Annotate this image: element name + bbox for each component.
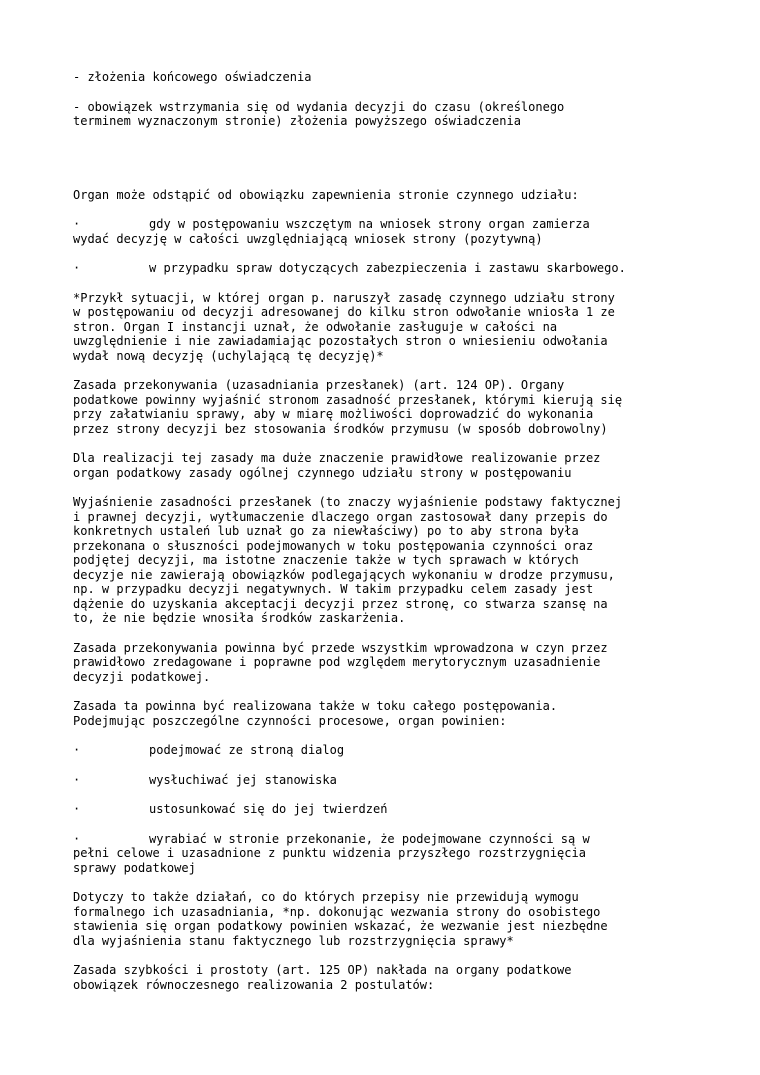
paragraph — [73, 963, 693, 992]
paragraph — [73, 495, 693, 626]
paragraph — [73, 641, 693, 685]
text-line: wydać decyzję w całości uwzględniającą wniosek strony (pozytywną) — [73, 231, 543, 246]
text-line: Zasada przekonywania (uzasadniania przesłanek) (art. 124 OP). Organy — [73, 378, 565, 392]
text-line: podjętej decyzji, ma istotne znaczenie także w tych sprawach w których — [73, 553, 579, 567]
text-line: przekonana o słuszności podejmowanych w toku postępowania czynności oraz — [73, 538, 594, 553]
text-line: uwzględnienie i nie zawiadamiając pozostałych stron o wniesieniu odwołania — [73, 334, 608, 348]
text-line: terminem wyznaczonym stronie) złożenia powyższego oświadczenia — [73, 114, 521, 128]
paragraph — [73, 100, 693, 129]
paragraph — [73, 890, 693, 948]
text-line: *Przykł sytuacji, w której organ p. naruszył zasadę czynnego udziału strony — [73, 290, 615, 305]
text-line: podatkowe powinny wyjaśnić stronom zasadność przesłanek, którymi kierują się — [73, 392, 623, 407]
text-line: dla wyjaśnienia stanu faktycznego lub rozstrzygnięcia sprawy* — [73, 933, 514, 948]
bullet-item — [73, 832, 693, 876]
text-line: organ podatkowy zasady ogólnej czynnego udziału strony w postępowaniu — [73, 465, 572, 480]
bullet-marker: · — [73, 802, 81, 816]
text-line: sprawy podatkowej — [73, 860, 196, 875]
bullet-marker: · — [73, 261, 81, 275]
bullet-text: wysłuchiwać jej stanowiska — [149, 772, 337, 787]
paragraph — [73, 378, 693, 436]
bullet-item — [73, 261, 693, 276]
text-line: w postępowaniu od decyzji adresowanej do kilku stron odwołanie wniosła 1 ze — [73, 305, 615, 319]
text-line: i prawnej decyzji, wytłumaczenie dlaczego organ zastosował dany przepis do — [73, 509, 608, 524]
text-line: Dla realizacji tej zasady ma duże znaczenie prawidłowe realizowanie przez — [73, 451, 601, 465]
text-line: decyzje nie zawierają obowiązków podlegających wykonaniu w drodze przymusu, — [73, 567, 615, 582]
text-line: Wyjaśnienie zasadności przesłanek (to znaczy wyjaśnienie podstawy faktycznej — [73, 495, 623, 509]
text-line: np. w przypadku decyzji negatywnych. W takim przypadku celem zasady jest — [73, 582, 594, 596]
paragraph — [73, 699, 693, 728]
document-body — [73, 70, 693, 1007]
text-line: dążenie do uzyskania akceptacji decyzji przez stronę, co stwarza szansę na — [73, 596, 608, 611]
bullet-item — [73, 217, 693, 246]
text-line: to, że nie będzie wnosiła środków zaskarżenia. — [73, 611, 406, 625]
text-line: Zasada ta powinna być realizowana także w toku całego postępowania. — [73, 699, 558, 713]
bullet-marker: · — [73, 217, 81, 231]
paragraph — [73, 70, 693, 85]
paragraph — [73, 291, 693, 364]
text-line: przy załatwianiu sprawy, aby w miarę możliwości doprowadzić do wykonania — [73, 407, 594, 421]
bullet-text: gdy w postępowaniu wszczętym na wniosek strony organ zamierza — [149, 217, 590, 231]
bullet-marker: · — [73, 743, 81, 757]
text-line: Dotyczy to także działań, co do których przepisy nie przewidują wymogu — [73, 890, 579, 904]
text-line: Zasada szybkości i prostoty (art. 125 OP) nakłada na organy podatkowe — [73, 963, 572, 977]
bullet-item — [73, 743, 693, 758]
bullet-item — [73, 773, 693, 788]
text-line: Zasada przekonywania powinna być przede wszystkim wprowadzona w czyn przez — [73, 640, 608, 655]
bullet-first-line — [73, 261, 693, 276]
bullet-first-line — [73, 832, 693, 847]
bullet-text: ustosunkować się do jej twierdzeń — [149, 802, 388, 816]
blank-space — [73, 144, 693, 188]
text-line: wydał nową decyzję (uchylającą tę decyzję)* — [73, 348, 384, 363]
paragraph — [73, 188, 693, 203]
text-line: Podejmując poszczególne czynności procesowe, organ powinien: — [73, 713, 507, 728]
bullet-text: w przypadku spraw dotyczących zabezpieczenia i zastawu skarbowego. — [149, 261, 626, 275]
text-line: konkretnych ustaleń lub uznał go za niewłaściwy) po to aby strona była — [73, 524, 579, 538]
text-line: obowiązek równoczesnego realizowania 2 postulatów: — [73, 977, 435, 992]
bullet-first-line — [73, 802, 693, 817]
text-line: przez strony decyzji bez stosowania środków przymusu (w sposób dobrowolny) — [73, 421, 608, 436]
text-line: pełni celowe i uzasadnione z punktu widzenia przyszłego rozstrzygnięcia — [73, 846, 586, 860]
bullet-marker: · — [73, 772, 81, 787]
paragraph — [73, 451, 693, 480]
bullet-first-line — [73, 773, 693, 788]
bullet-marker: · — [73, 831, 81, 846]
text-line: stron. Organ I instancji uznał, że odwołanie zasługuje w całości na — [73, 319, 558, 334]
text-line: decyzji podatkowej. — [73, 669, 211, 684]
bullet-first-line — [73, 743, 693, 758]
bullet-first-line — [73, 217, 693, 232]
text-line: formalnego ich uzasadniania, *np. dokonując wezwania strony do osobistego — [73, 904, 601, 919]
text-line: stawienia się organ podatkowy powinien wskazać, że wezwanie jest niezbędne — [73, 919, 608, 933]
bullet-text: wyrabiać w stronie przekonanie, że podejmowane czynności są w — [149, 831, 590, 846]
bullet-item — [73, 802, 693, 817]
text-line: Organ może odstąpić od obowiązku zapewnienia stronie czynnego udziału: — [73, 187, 579, 202]
bullet-text: podejmować ze stroną dialog — [149, 743, 345, 757]
text-line: - obowiązek wstrzymania się od wydania decyzji do czasu (określonego — [73, 99, 565, 114]
text-line: prawidłowo zredagowane i poprawne pod względem merytorycznym uzasadnienie — [73, 655, 601, 669]
text-line: - złożenia końcowego oświadczenia — [73, 70, 312, 84]
